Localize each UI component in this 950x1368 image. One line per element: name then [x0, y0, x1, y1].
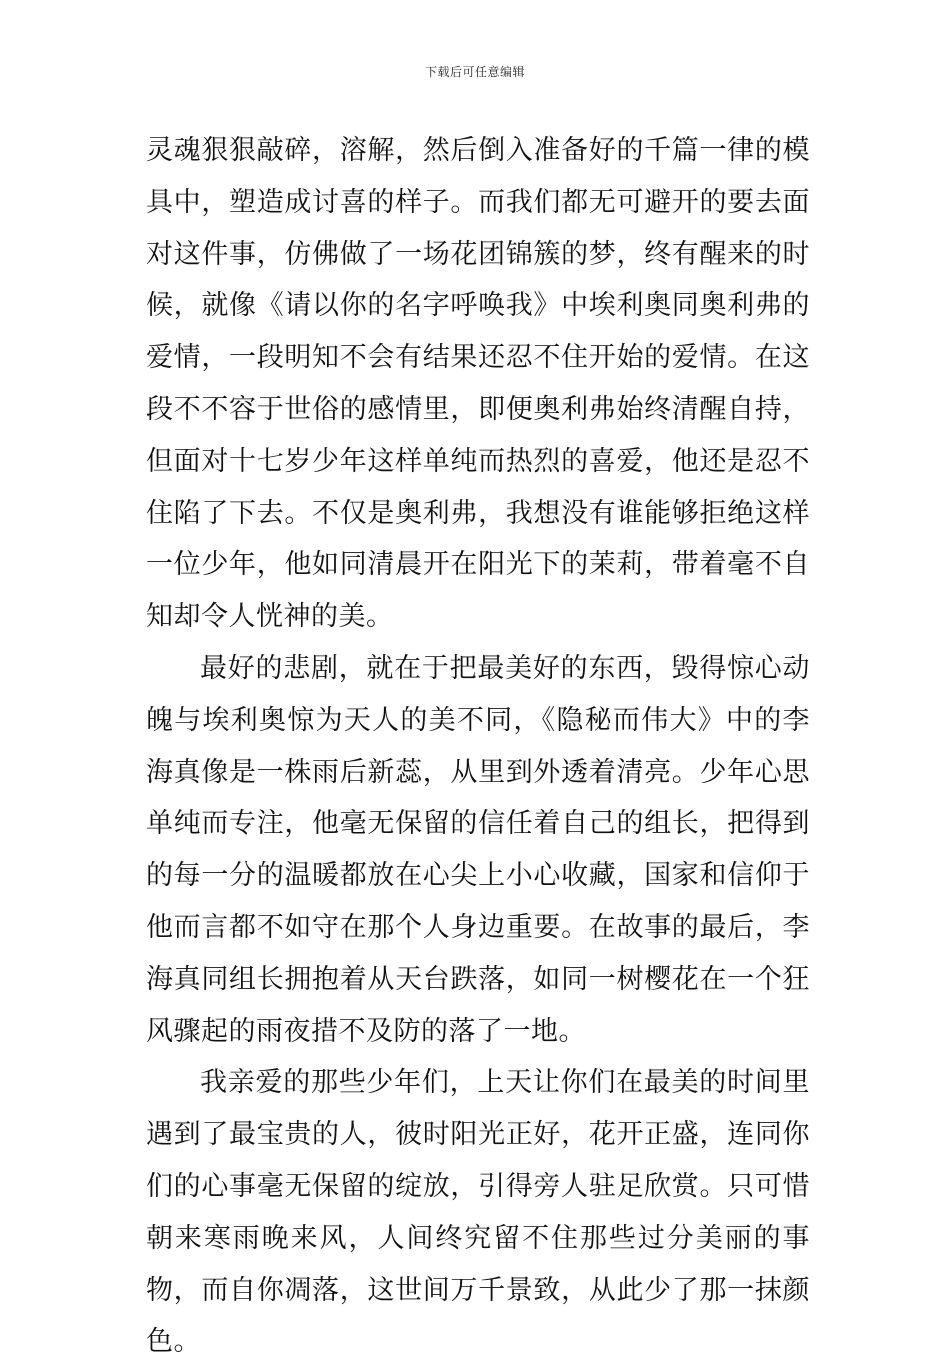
- paragraph-1: 灵魂狠狠敲碎，溶解，然后倒入准备好的千篇一律的模具中，塑造成讨喜的样子。而我们都无可避开的要去面对这件事，仿佛做了一场花团锦簇的梦，终有醒来的时候，就像《请以你的名字呼唤我》中埃利奥同奥利弗的爱情，一段明知不会有结果还忍不住开始的爱情。在这段不不容于世俗的感情里，即便奥利弗始终清醒自持，但面对十七岁少年这样单纯而热烈的喜爱，他还是忍不住陷了下去。不仅是奥利弗，我想没有谁能够拒绝这样一位少年，他如同清晨开在阳光下的茉莉，带着毫不自知却令人恍神的美。: [146, 135, 810, 633]
- paragraph-3: 我亲爱的那些少年们，上天让你们在最美的时间里遇到了最宝贵的人，彼时阳光正好，花开正盛，连同你们的心事毫无保留的绽放，引得旁人驻足欣赏。只可惜朝来寒雨晚来风，人间终究留不住那些过分美丽的事物，而自你凋落，这世间万千景致，从此少了那一抹颜色。: [146, 1067, 810, 1358]
- paragraph-2: 最好的悲剧，就在于把最美好的东西，毁得惊心动魄与埃利奥惊为天人的美不同，《隐秘而伟大》中的李海真像是一株雨后新蕊，从里到外透着清亮。少年心思单纯而专注，他毫无保留的信任着自己的组长，把得到的每一分的温暖都放在心尖上小心收藏，国家和信仰于他而言都不如守在那个人身边重要。在故事的最后，李海真同组长拥抱着从天台跌落，如同一树樱花在一个狂风骤起的雨夜措不及防的落了一地。: [146, 652, 810, 1047]
- page-header: 下载后可任意编辑: [424, 65, 525, 79]
- body-text: [146, 125, 810, 1368]
